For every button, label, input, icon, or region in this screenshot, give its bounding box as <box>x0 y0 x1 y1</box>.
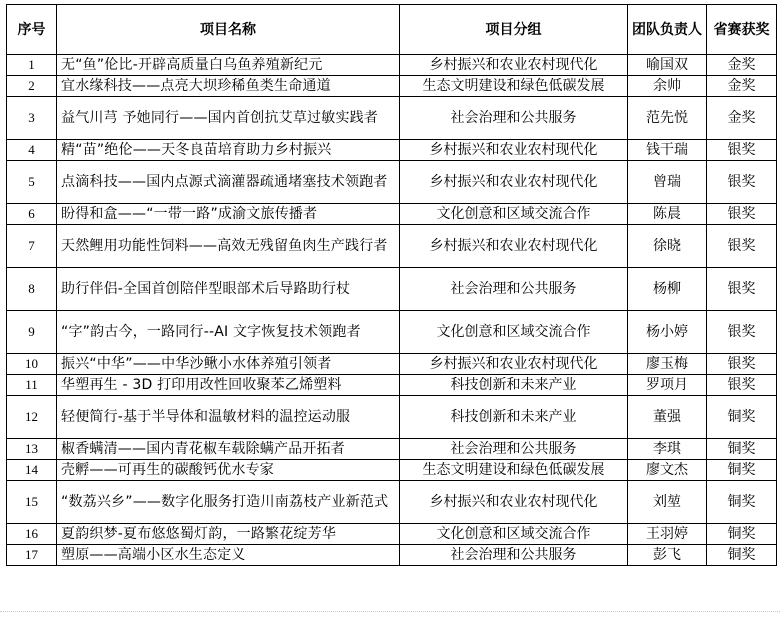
table-row <box>7 439 777 460</box>
cell-index: 17 <box>7 545 57 566</box>
cell-leader: 陈晨 <box>628 204 707 225</box>
table-row <box>7 396 777 439</box>
cell-leader: 余帅 <box>628 76 707 97</box>
cell-group: 社会治理和公共服务 <box>400 97 628 140</box>
cell-group: 生态文明建设和绿色低碳发展 <box>400 460 628 481</box>
cell-index: 6 <box>7 204 57 225</box>
cell-index: 8 <box>7 268 57 311</box>
cell-index: 10 <box>7 354 57 375</box>
cell-award: 金奖 <box>707 76 777 97</box>
cell-group: 乡村振兴和农业农村现代化 <box>400 55 628 76</box>
cell-name: 塑原——高端小区水生态定义 <box>57 545 400 566</box>
cell-group: 科技创新和未来产业 <box>400 375 628 396</box>
cell-group: 文化创意和区域交流合作 <box>400 311 628 354</box>
cell-group: 社会治理和公共服务 <box>400 545 628 566</box>
cell-group: 乡村振兴和农业农村现代化 <box>400 481 628 524</box>
header-group: 项目分组 <box>400 5 628 55</box>
cell-award: 银奖 <box>707 311 777 354</box>
cell-award: 铜奖 <box>707 524 777 545</box>
cell-index: 13 <box>7 439 57 460</box>
cell-leader: 喻国双 <box>628 55 707 76</box>
cell-group: 文化创意和区域交流合作 <box>400 524 628 545</box>
cell-index: 12 <box>7 396 57 439</box>
cell-award: 铜奖 <box>707 545 777 566</box>
cell-award: 银奖 <box>707 375 777 396</box>
cell-group: 社会治理和公共服务 <box>400 439 628 460</box>
cell-group: 生态文明建设和绿色低碳发展 <box>400 76 628 97</box>
cell-leader: 曾瑞 <box>628 161 707 204</box>
cell-name: 夏韵织梦-夏布悠悠蜀灯韵，一路繁花绽芳华 <box>57 524 400 545</box>
cell-award: 铜奖 <box>707 460 777 481</box>
table-row <box>7 97 777 140</box>
cell-group: 乡村振兴和农业农村现代化 <box>400 161 628 204</box>
cell-name: 华塑再生 - 3D 打印用改性回收聚苯乙烯塑料 <box>57 375 400 396</box>
cell-award: 银奖 <box>707 225 777 268</box>
table-row <box>7 481 777 524</box>
table-row <box>7 268 777 311</box>
cell-group: 社会治理和公共服务 <box>400 268 628 311</box>
header-name: 项目名称 <box>57 5 400 55</box>
cell-leader: 杨小婷 <box>628 311 707 354</box>
cell-name: 盼得和盒——“一带一路”成渝文旅传播者 <box>57 204 400 225</box>
cell-leader: 董强 <box>628 396 707 439</box>
table-row <box>7 225 777 268</box>
cell-award: 铜奖 <box>707 439 777 460</box>
cell-group: 科技创新和未来产业 <box>400 396 628 439</box>
cell-index: 14 <box>7 460 57 481</box>
cell-leader: 李琪 <box>628 439 707 460</box>
header-leader: 团队负责人 <box>628 5 707 55</box>
table-row <box>7 76 777 97</box>
cell-name: 轻便简行-基于半导体和温敏材料的温控运动服 <box>57 396 400 439</box>
cell-index: 5 <box>7 161 57 204</box>
cell-award: 银奖 <box>707 354 777 375</box>
table-row <box>7 204 777 225</box>
cell-leader: 杨柳 <box>628 268 707 311</box>
cell-award: 银奖 <box>707 161 777 204</box>
cell-leader: 廖文杰 <box>628 460 707 481</box>
table-row <box>7 460 777 481</box>
cell-leader: 彭飞 <box>628 545 707 566</box>
cell-leader: 罗项月 <box>628 375 707 396</box>
table-row <box>7 545 777 566</box>
table-row <box>7 140 777 161</box>
cell-index: 7 <box>7 225 57 268</box>
cell-name: “字”韵古今，一路同行--AI 文字恢复技术领跑者 <box>57 311 400 354</box>
cell-leader: 刘堃 <box>628 481 707 524</box>
cell-name: “数荔兴乡”——数字化服务打造川南荔枝产业新范式 <box>57 481 400 524</box>
cell-award: 金奖 <box>707 97 777 140</box>
cell-name: 振兴“中华”——中华沙鳅小水体养殖引领者 <box>57 354 400 375</box>
table-row <box>7 354 777 375</box>
cell-award: 金奖 <box>707 55 777 76</box>
cell-name: 天然鲤用功能性饲料——高效无残留鱼肉生产践行者 <box>57 225 400 268</box>
cell-group: 乡村振兴和农业农村现代化 <box>400 225 628 268</box>
award-table <box>6 4 777 566</box>
cell-name: 助行伴侣-全国首创陪伴型眼部术后导路助行杖 <box>57 268 400 311</box>
table-row <box>7 375 777 396</box>
cell-name: 无“鱼”伦比-开辟高质量白乌鱼养殖新纪元 <box>57 55 400 76</box>
cell-index: 9 <box>7 311 57 354</box>
header-index: 序号 <box>7 5 57 55</box>
table-row <box>7 311 777 354</box>
cell-group: 乡村振兴和农业农村现代化 <box>400 354 628 375</box>
cell-group: 文化创意和区域交流合作 <box>400 204 628 225</box>
cell-leader: 范先悦 <box>628 97 707 140</box>
cell-index: 11 <box>7 375 57 396</box>
cell-index: 4 <box>7 140 57 161</box>
table-row <box>7 55 777 76</box>
cell-leader: 徐晓 <box>628 225 707 268</box>
cell-leader: 王羽婷 <box>628 524 707 545</box>
page-bottom-edge <box>0 611 780 622</box>
cell-name: 宜水缘科技——点亮大坝珍稀鱼类生命通道 <box>57 76 400 97</box>
header-award: 省赛获奖 <box>707 5 777 55</box>
cell-award: 银奖 <box>707 268 777 311</box>
cell-name: 椒香螨清——国内青花椒车载除螨产品开拓者 <box>57 439 400 460</box>
cell-award: 铜奖 <box>707 396 777 439</box>
cell-leader: 廖玉梅 <box>628 354 707 375</box>
cell-name: 点滴科技——国内点源式滴灌器疏通堵塞技术领跑者 <box>57 161 400 204</box>
cell-index: 16 <box>7 524 57 545</box>
cell-name: 壳孵——可再生的碳酸钙优水专家 <box>57 460 400 481</box>
cell-index: 3 <box>7 97 57 140</box>
cell-award: 铜奖 <box>707 481 777 524</box>
cell-leader: 钱干瑞 <box>628 140 707 161</box>
cell-award: 银奖 <box>707 140 777 161</box>
cell-name: 益气川芎 予她同行——国内首创抗艾草过敏实践者 <box>57 97 400 140</box>
table-row <box>7 161 777 204</box>
cell-index: 2 <box>7 76 57 97</box>
cell-index: 15 <box>7 481 57 524</box>
cell-group: 乡村振兴和农业农村现代化 <box>400 140 628 161</box>
header-row <box>7 5 777 55</box>
cell-award: 银奖 <box>707 204 777 225</box>
cell-index: 1 <box>7 55 57 76</box>
cell-name: 精“苗”绝伦——天冬良苗培育助力乡村振兴 <box>57 140 400 161</box>
table-row <box>7 524 777 545</box>
